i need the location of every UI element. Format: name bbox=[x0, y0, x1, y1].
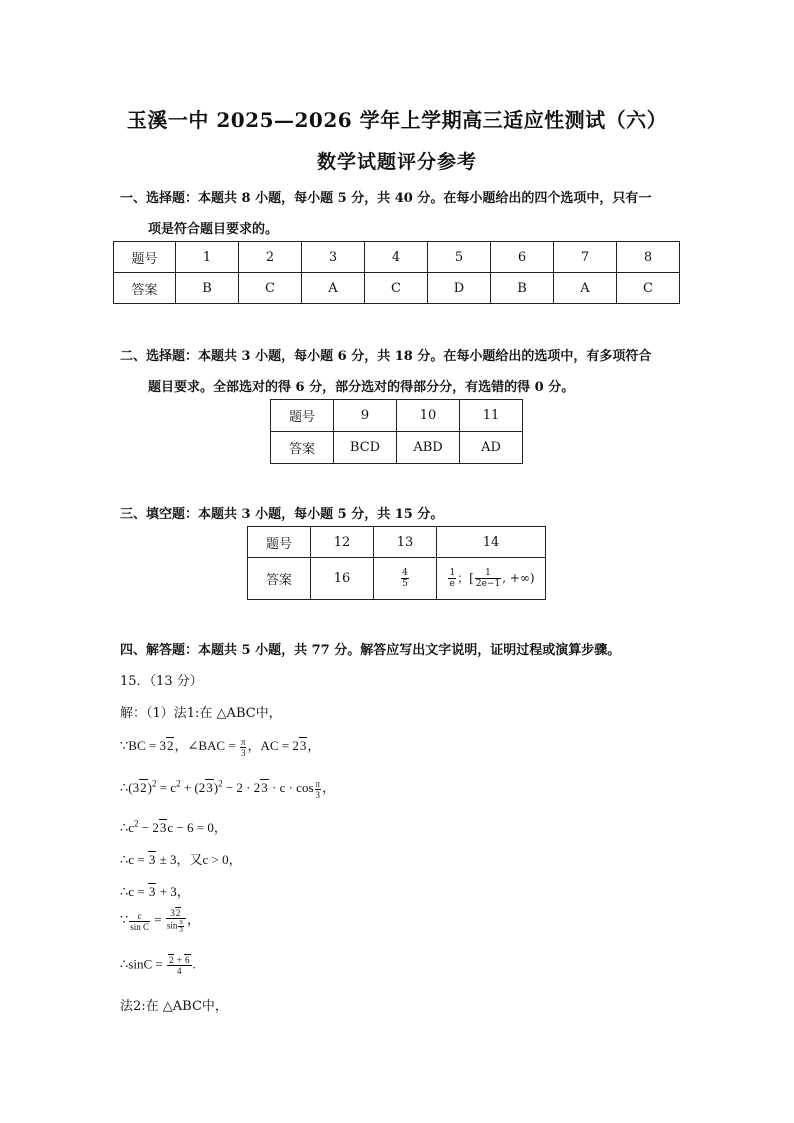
answer-cell: 16 bbox=[311, 558, 374, 600]
section1-heading: 一、选择题：本题共 8 小题，每小题 5 分，共 40 分。在每小题给出的四个选项中，只有一 bbox=[120, 191, 652, 206]
section2-heading: 二、选择题：本题共 3 小题，每小题 6 分，共 18 分。在每小题给出的选项中，有多项符合 bbox=[120, 349, 652, 364]
interval-tail: , +∞) bbox=[502, 571, 535, 585]
answer-separator: ；[ bbox=[457, 571, 474, 585]
answer-cell: B bbox=[491, 273, 554, 304]
question-number: 12 bbox=[311, 527, 374, 558]
solution-intro: 解：（1）法1:在 △ABC中， bbox=[120, 706, 282, 721]
header-label-cell: 题号 bbox=[114, 242, 176, 273]
question-number: 2 bbox=[239, 242, 302, 273]
answer-cell: BCD bbox=[334, 432, 397, 464]
answer-label-cell: 答案 bbox=[248, 558, 311, 600]
table-row bbox=[271, 400, 523, 432]
section4-heading: 四、解答题：本题共 5 小题，共 77 分。解答应写出文字说明，证明过程或演算步骤。 bbox=[120, 643, 621, 658]
answer-cell: B bbox=[176, 273, 239, 304]
answer-cell: A bbox=[554, 273, 617, 304]
answer-cell: ABD bbox=[397, 432, 460, 464]
answer-label-cell: 答案 bbox=[114, 273, 176, 304]
table-row bbox=[114, 273, 680, 304]
table-row bbox=[248, 558, 546, 600]
math-line: ∵BC = 32，∠BAC = $\frac{\pi}{3}$ ，AC = 23， bbox=[120, 736, 321, 758]
fraction: $\frac{4}{5}$ bbox=[402, 568, 408, 589]
fraction: $\frac{1}{2e-1}$ bbox=[475, 568, 501, 589]
math-line: ∴c = 3 + 3， bbox=[120, 884, 190, 899]
header-label-cell: 题号 bbox=[248, 527, 311, 558]
question-number: 8 bbox=[617, 242, 680, 273]
section1-heading-cont: 项是符合题目要求的。 bbox=[148, 222, 279, 237]
header-label-cell: 题号 bbox=[271, 400, 334, 432]
question-number: 10 bbox=[397, 400, 460, 432]
math-line: ∴c = 3 ± 3，又c > 0， bbox=[120, 852, 242, 867]
question-number: 4 bbox=[365, 242, 428, 273]
section1-answer-table bbox=[113, 241, 680, 304]
question-number: 14 bbox=[437, 527, 546, 558]
section3-heading: 三、填空题：本题共 3 小题，每小题 5 分，共 15 分。 bbox=[120, 507, 444, 522]
math-line: ∴sinC = $\frac{2 + 6}{4}$ . bbox=[120, 955, 196, 976]
fraction: $\frac{1}{e}$ bbox=[449, 568, 456, 589]
answer-cell: C bbox=[365, 273, 428, 304]
answer-cell: AD bbox=[460, 432, 523, 464]
question-number: 11 bbox=[460, 400, 523, 432]
document-title: 玉溪一中 2025—2026 学年上学期高三适应性测试（六） bbox=[126, 108, 668, 132]
answer-label-cell: 答案 bbox=[271, 432, 334, 464]
question-number: 1 bbox=[176, 242, 239, 273]
math-line: ∵ $\frac{c}{\text{sin C}}$ = 32 sin $\frac{\pi}{3}$ ， bbox=[120, 908, 200, 934]
method2-intro: 法2:在 △ABC中， bbox=[120, 999, 228, 1014]
answer-cell: C bbox=[239, 273, 302, 304]
table-row bbox=[248, 527, 546, 558]
answer-cell: C bbox=[617, 273, 680, 304]
answer-cell bbox=[437, 558, 546, 600]
question-number: 13 bbox=[374, 527, 437, 558]
problem-label: 15．（13 分） bbox=[120, 674, 203, 689]
section3-answer-table bbox=[247, 526, 546, 600]
question-number: 6 bbox=[491, 242, 554, 273]
math-line: $\therefore c^2 - 23c - 6 = 0$， bbox=[120, 818, 227, 835]
answer-cell: A bbox=[302, 273, 365, 304]
answer-cell: D bbox=[428, 273, 491, 304]
question-number: 7 bbox=[554, 242, 617, 273]
table-row bbox=[271, 432, 523, 464]
table-row bbox=[114, 242, 680, 273]
question-number: 5 bbox=[428, 242, 491, 273]
document-subtitle: 数学试题评分参考 bbox=[316, 151, 477, 173]
answer-cell bbox=[374, 558, 437, 600]
question-number: 3 bbox=[302, 242, 365, 273]
question-number: 9 bbox=[334, 400, 397, 432]
math-line: $\therefore(32)^2 = c^2 + (23)^2 - 2 \cdot 23 \cdot c \cdot \cos$ $\frac{\pi}{3}$ ， bbox=[120, 778, 336, 800]
section2-heading-cont: 题目要求。全部选对的得 6 分，部分选对的得部分分，有选错的得 0 分。 bbox=[148, 380, 575, 395]
section2-answer-table bbox=[270, 399, 523, 464]
